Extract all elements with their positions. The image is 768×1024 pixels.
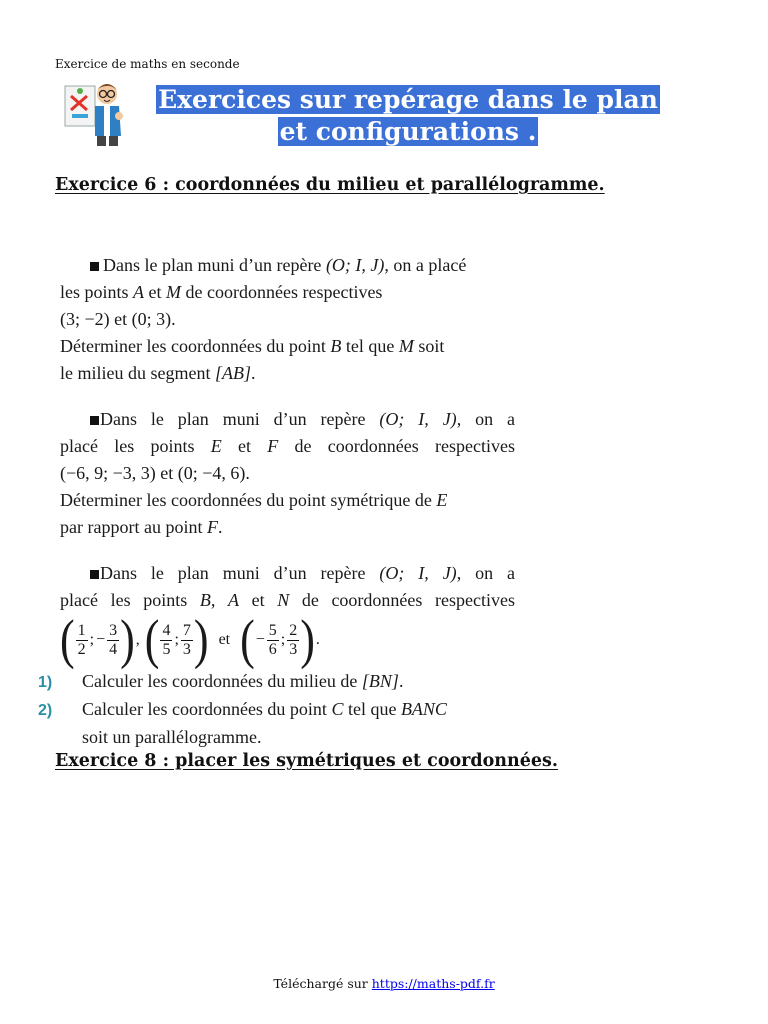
text: , on a (456, 563, 515, 583)
math: C (331, 699, 344, 719)
math: E (210, 436, 222, 456)
fraction (160, 622, 172, 659)
part1-line1 (60, 252, 515, 279)
question-1 (38, 668, 515, 696)
text: tel que (343, 699, 401, 719)
text: , (210, 590, 228, 610)
math: E (436, 490, 448, 510)
bullet-square-icon (90, 262, 99, 271)
exercise-8-heading: Exercice 8 : placer les symétriques et coordonnées. (55, 751, 558, 771)
text: et (221, 436, 268, 456)
math: N (277, 590, 290, 610)
text: , on a placé (384, 255, 467, 275)
text: . (250, 363, 256, 383)
text: Calculer les coordonnées du milieu de (82, 671, 362, 691)
text: par rapport au point (60, 517, 207, 537)
text: soit un parallélogramme. (82, 727, 262, 747)
part1-line4 (60, 333, 515, 360)
text: Calculer les coordonnées du point (82, 699, 332, 719)
text: . (217, 517, 223, 537)
math: [BN] (361, 671, 399, 691)
math: A (227, 590, 239, 610)
question-number: 1) (38, 674, 53, 691)
exercise-6-content (38, 252, 515, 751)
math: BANC (400, 699, 447, 719)
point-a-coordinates: ( $\frac{4}{5}$ ; $\frac{7}{3}$ ) (144, 608, 209, 670)
part2-line3: (−6, 9; −3, 3) et (0; −4, 6). (60, 463, 250, 483)
denominator: 3 (289, 640, 298, 658)
part2-line1 (60, 406, 515, 433)
text: de coordonnées respectives (181, 282, 383, 302)
header-line: Exercice de maths en seconde (55, 57, 240, 71)
text: Dans le plan muni d’un repère (100, 409, 380, 429)
bullet-square-icon (90, 570, 99, 579)
question-number: 2) (38, 702, 53, 719)
title-line-1: Exercices sur repérage dans le plan (158, 85, 658, 114)
text: et (238, 590, 278, 610)
part1-line2 (60, 279, 515, 306)
text: Déterminer les coordonnées du point (60, 336, 331, 356)
minus-sign: − (96, 631, 106, 648)
numerator: 1 (77, 621, 86, 639)
numerator: 5 (268, 621, 277, 639)
math: (O; I, J) (379, 563, 457, 583)
part2-line4 (60, 487, 515, 514)
part2-line5 (60, 514, 515, 541)
part3-line1 (60, 560, 515, 587)
math: B (199, 590, 211, 610)
point-b-coordinates: ( $\frac{1}{2}$ ; − $\frac{3}{4}$ ) (60, 608, 135, 670)
denominator: 2 (77, 640, 86, 658)
and-word: et (218, 631, 231, 648)
math: M (398, 336, 414, 356)
text: et (144, 282, 167, 302)
math: (O; I, J) (379, 409, 457, 429)
text: soit (413, 336, 445, 356)
minus-sign: − (255, 631, 265, 648)
text: de coordonnées respectives (289, 590, 515, 610)
part1-line5 (60, 360, 515, 387)
footer (0, 976, 768, 991)
fraction (287, 622, 299, 659)
denominator: 4 (109, 640, 118, 658)
title-line-2: et configurations . (279, 117, 537, 146)
fraction (107, 622, 119, 659)
math: B (330, 336, 342, 356)
part1-line3: (3; −2) et (0; 3). (60, 309, 176, 329)
math: M (166, 282, 182, 302)
question-2 (38, 696, 515, 751)
numerator: 2 (289, 621, 298, 639)
site-link[interactable]: https://maths-pdf.fr (371, 976, 495, 991)
math: A (133, 282, 145, 302)
numerator: 4 (162, 621, 171, 639)
text: Déterminer les coordonnées du point symétrique de (60, 490, 437, 510)
math: [AB] (214, 363, 251, 383)
math: (O; I, J) (325, 255, 385, 275)
page-title (140, 84, 676, 148)
math: F (206, 517, 218, 537)
numerator: 3 (109, 621, 118, 639)
coordinates-fractions (60, 608, 515, 670)
text: de coordonnées respectives (278, 436, 515, 456)
text: , on a (456, 409, 515, 429)
denominator: 5 (162, 640, 171, 658)
text: placé les points (60, 590, 200, 610)
bullet-square-icon (90, 416, 99, 425)
denominator: 6 (268, 640, 277, 658)
text: Dans le plan muni d’un repère (103, 255, 326, 275)
point-n-coordinates: ( − $\frac{5}{6}$ ; $\frac{2}{3}$ ) (240, 608, 315, 670)
teacher-logo-icon (63, 80, 129, 148)
denominator: 3 (182, 640, 191, 658)
period: . (315, 631, 320, 648)
fraction (76, 622, 88, 659)
text: Dans le plan muni d’un repère (100, 563, 380, 583)
numerator: 7 (182, 621, 191, 639)
text: les points (60, 282, 134, 302)
fraction (181, 622, 193, 659)
footer-prefix: Téléchargé sur (273, 976, 372, 991)
part2-line2 (60, 433, 515, 460)
text: le milieu du segment (60, 363, 215, 383)
math: F (267, 436, 279, 456)
exercise-6-heading: Exercice 6 : coordonnées du milieu et parallélogramme. (55, 175, 605, 195)
text: placé les points (60, 436, 211, 456)
comma: , (135, 631, 140, 648)
fraction (267, 622, 279, 659)
text: tel que (341, 336, 399, 356)
text: . (398, 671, 404, 691)
